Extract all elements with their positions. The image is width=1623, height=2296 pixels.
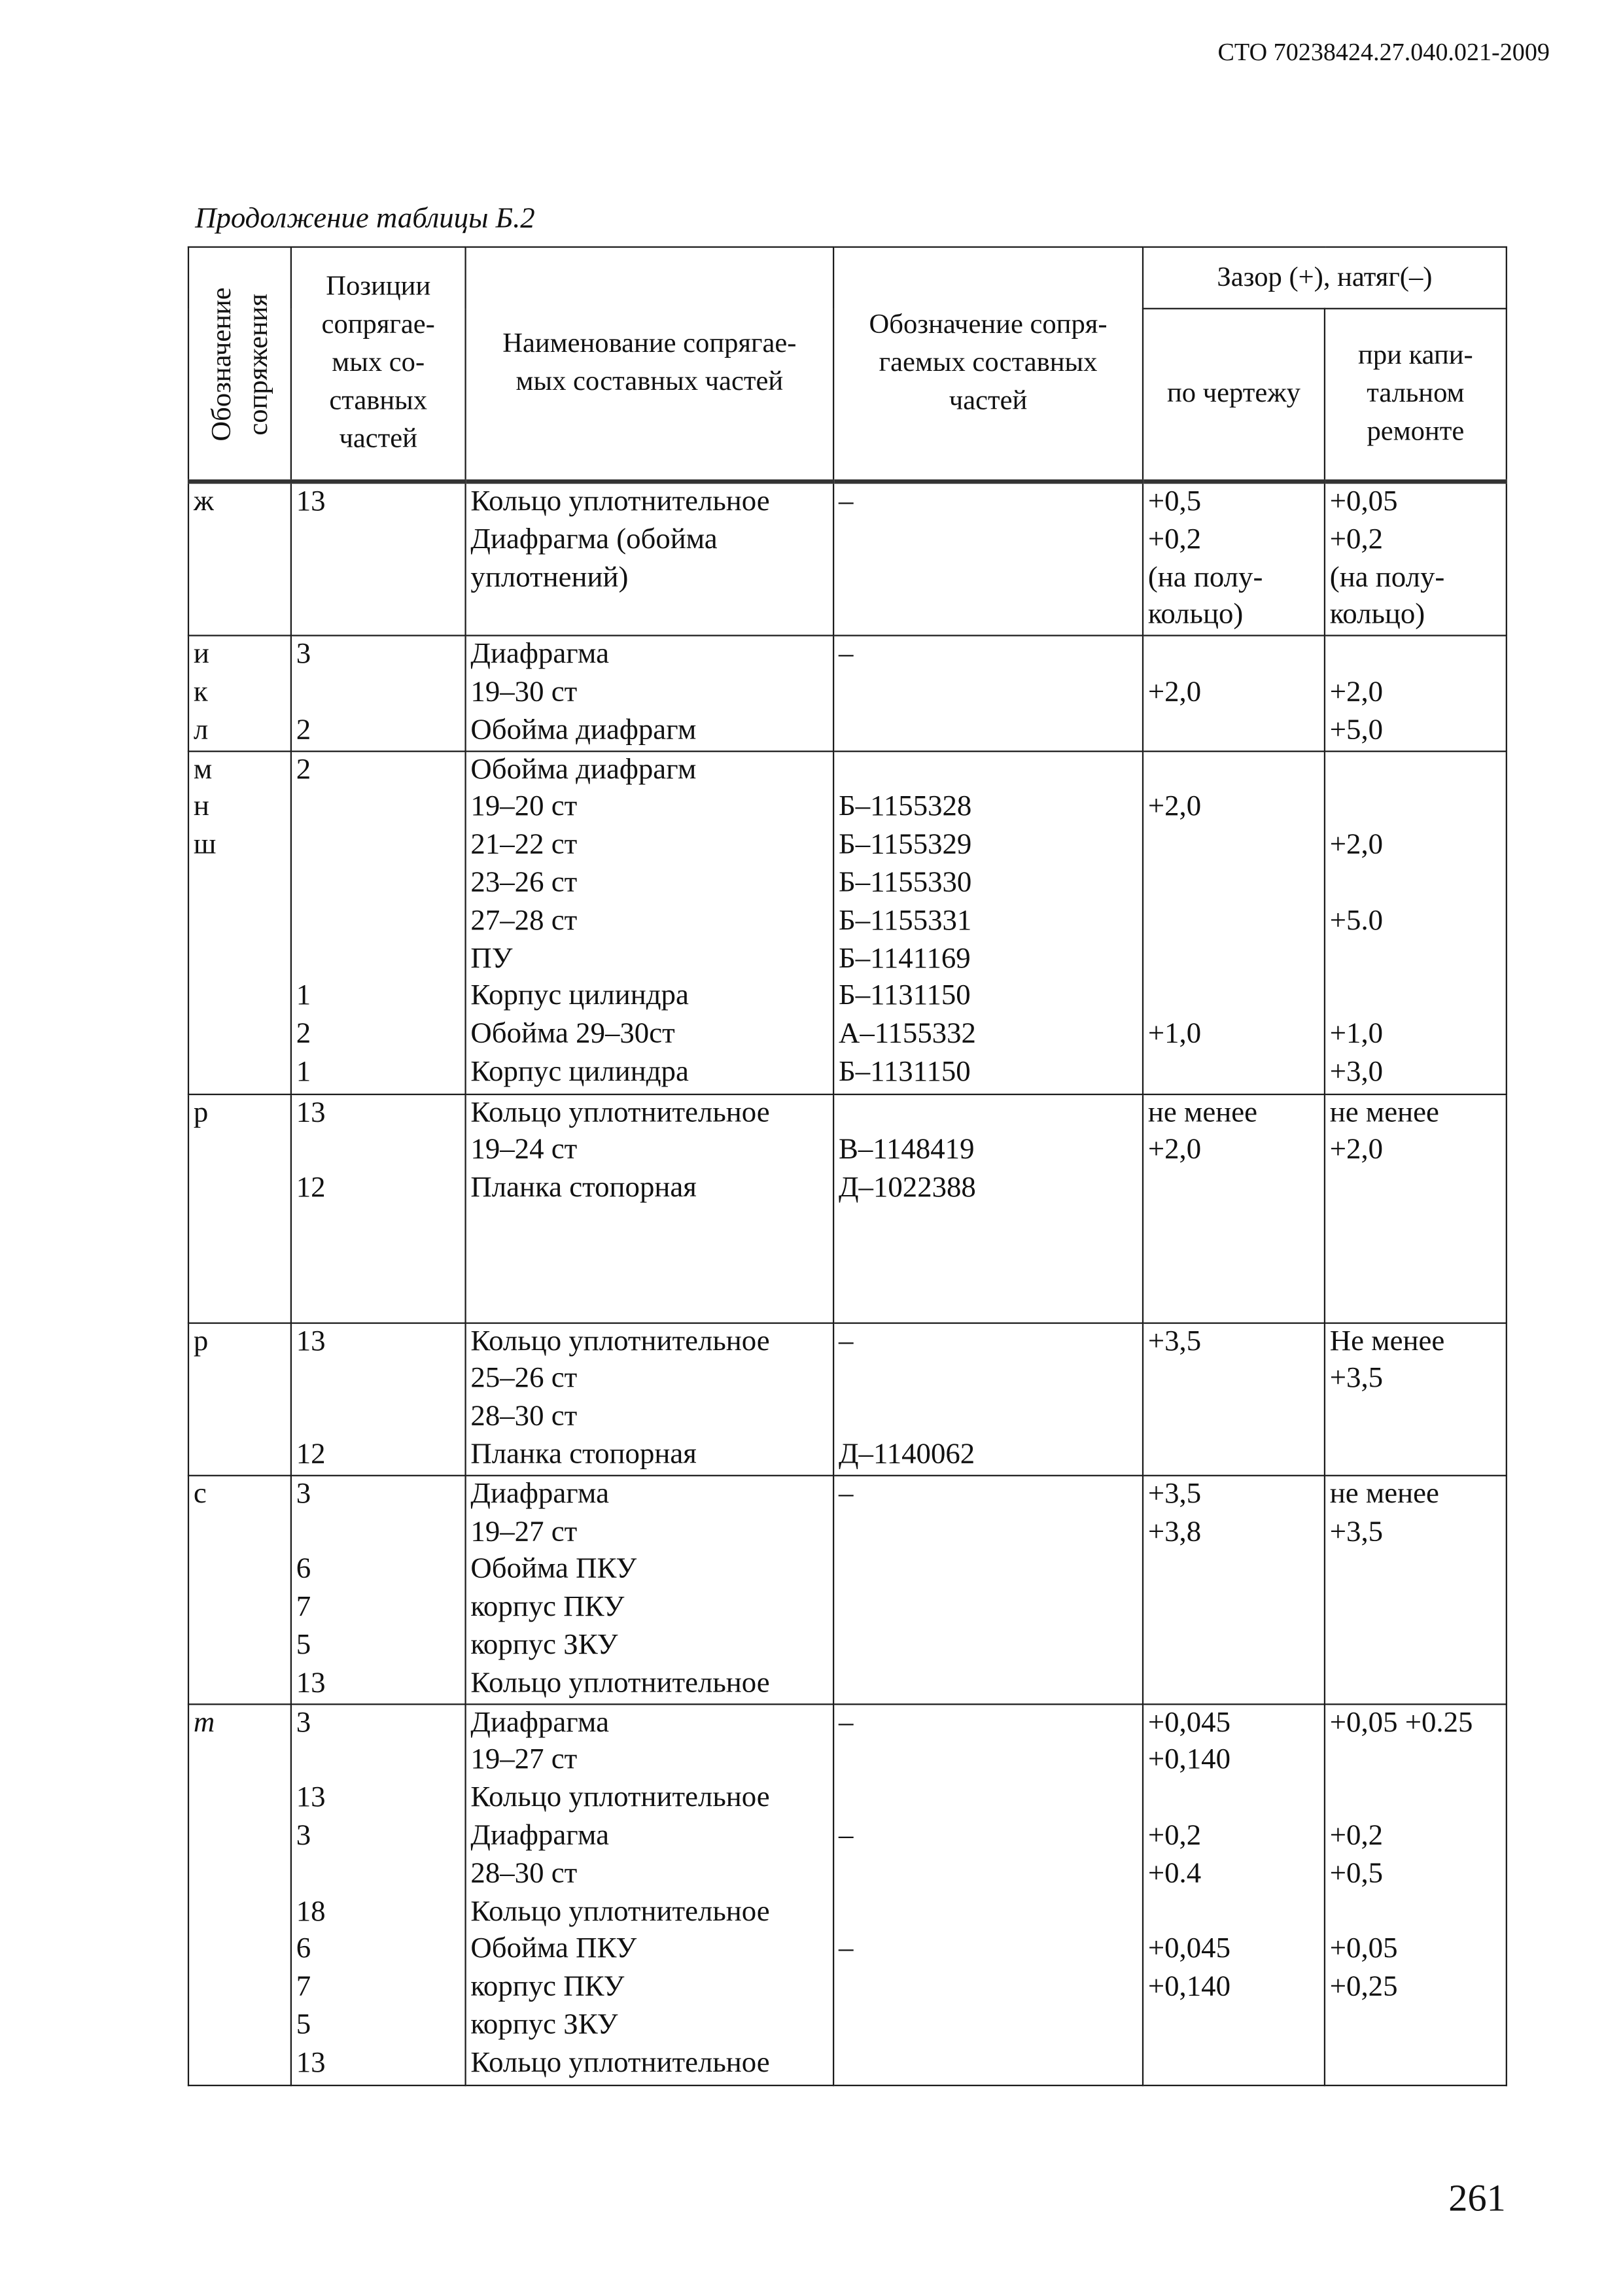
- cell-per-drawing: +0,045 +0,140 +0,2 +0.4 +0,045 +0,140: [1143, 1703, 1325, 2085]
- document-code: СТО 70238424.27.040.021-2009: [1217, 38, 1550, 66]
- cell-designation: т: [188, 1703, 291, 2085]
- header-positions: Позиции сопрягае- мых со- ставных частей: [291, 247, 466, 482]
- cell-per-drawing: не менее +2,0: [1143, 1094, 1325, 1323]
- cell-per-drawing: +3,5: [1143, 1323, 1325, 1476]
- cell-drawing: В–1148419 Д–1022388: [833, 1094, 1143, 1323]
- table-row: [188, 1323, 1507, 1476]
- cell-drawing: Б–1155328 Б–1155329 Б–1155330 Б–1155331 Б–1141169 Б–1131150 А–1155332 Б–1131150: [833, 751, 1143, 1094]
- cell-designation: с: [188, 1475, 291, 1703]
- cell-per-drawing: +2,0: [1143, 636, 1325, 751]
- header-clearance-group: Зазор (+), натяг(–): [1143, 247, 1507, 309]
- table-row: [188, 1703, 1507, 2085]
- cell-designation: и к л: [188, 636, 291, 751]
- table-row: [188, 751, 1507, 1094]
- cell-positions: 13 12: [291, 1094, 466, 1323]
- cell-positions: 3 2: [291, 636, 466, 751]
- cell-per-drawing: +2,0 +1,0: [1143, 751, 1325, 1094]
- cell-designation: м н ш: [188, 751, 291, 1094]
- cell-at-overhaul: не менее +2,0: [1325, 1094, 1507, 1323]
- conjugation-table: [188, 247, 1507, 2086]
- cell-name: Кольцо уплотнительное 25–26 ст 28–30 ст Планка стопорная: [466, 1323, 834, 1476]
- cell-name: Кольцо уплотнительное 19–24 ст Планка стопорная: [466, 1094, 834, 1323]
- cell-drawing: –: [833, 636, 1143, 751]
- cell-per-drawing: +3,5 +3,8: [1143, 1475, 1325, 1703]
- header-name: Наименование сопрягае- мых составных частей: [466, 247, 834, 482]
- table-caption: Продолжение таблицы Б.2: [195, 202, 535, 235]
- cell-designation: р: [188, 1323, 291, 1476]
- cell-at-overhaul: не менее +3,5: [1325, 1475, 1507, 1703]
- cell-designation: ж: [188, 481, 291, 636]
- cell-name: Обойма диафрагм 19–20 ст 21–22 ст 23–26 ст 27–28 ст ПУ Корпус цилиндра Обойма 29–30ст Корпус цилиндра: [466, 751, 834, 1094]
- cell-at-overhaul: +0,05 +0,2 (на полу- кольцо): [1325, 481, 1507, 636]
- header-at-overhaul: при капи- тальном ремонте: [1325, 309, 1507, 481]
- header-drawing-designation: Обозначение сопря- гаемых составных частей: [833, 247, 1143, 482]
- cell-at-overhaul: +0,05 +0.25 +0,2 +0,5 +0,05 +0,25: [1325, 1703, 1507, 2085]
- cell-at-overhaul: +2,0 +5,0: [1325, 636, 1507, 751]
- cell-drawing: –: [833, 481, 1143, 636]
- cell-name: Диафрагма 19–30 ст Обойма диафрагм: [466, 636, 834, 751]
- cell-positions: 13 12: [291, 1323, 466, 1476]
- table-row: [188, 481, 1507, 636]
- cell-name: Диафрагма 19–27 ст Обойма ПКУ корпус ПКУ корпус ЗКУ Кольцо уплотнительное: [466, 1475, 834, 1703]
- cell-positions: 2 1 2 1: [291, 751, 466, 1094]
- table-row: [188, 1475, 1507, 1703]
- cell-designation: р: [188, 1094, 291, 1323]
- cell-name: Кольцо уплотнительное Диафрагма (обойма уплотнений): [466, 481, 834, 636]
- cell-drawing: – Д–1140062: [833, 1323, 1143, 1476]
- header-per-drawing: по чертежу: [1143, 309, 1325, 481]
- cell-positions: 3 6 7 5 13: [291, 1475, 466, 1703]
- table-row: [188, 1094, 1507, 1323]
- page-number: 261: [1448, 2177, 1506, 2220]
- cell-name: Диафрагма 19–27 ст Кольцо уплотнительное Диафрагма 28–30 ст Кольцо уплотнительное Обойма ПКУ корпус ПКУ корпус ЗКУ Кольцо уплотнительное: [466, 1703, 834, 2085]
- cell-at-overhaul: +2,0 +5.0 +1,0 +3,0: [1325, 751, 1507, 1094]
- header-designation-label: Обозначение сопряжения: [205, 287, 273, 441]
- cell-positions: 13: [291, 481, 466, 636]
- cell-at-overhaul: Не менее +3,5: [1325, 1323, 1507, 1476]
- table-row: [188, 636, 1507, 751]
- cell-per-drawing: +0,5 +0,2 (на полу- кольцо): [1143, 481, 1325, 636]
- cell-drawing: – – –: [833, 1703, 1143, 2085]
- cell-positions: 3 13 3 18 6 7 5 13: [291, 1703, 466, 2085]
- cell-drawing: –: [833, 1475, 1143, 1703]
- header-designation: [188, 247, 291, 482]
